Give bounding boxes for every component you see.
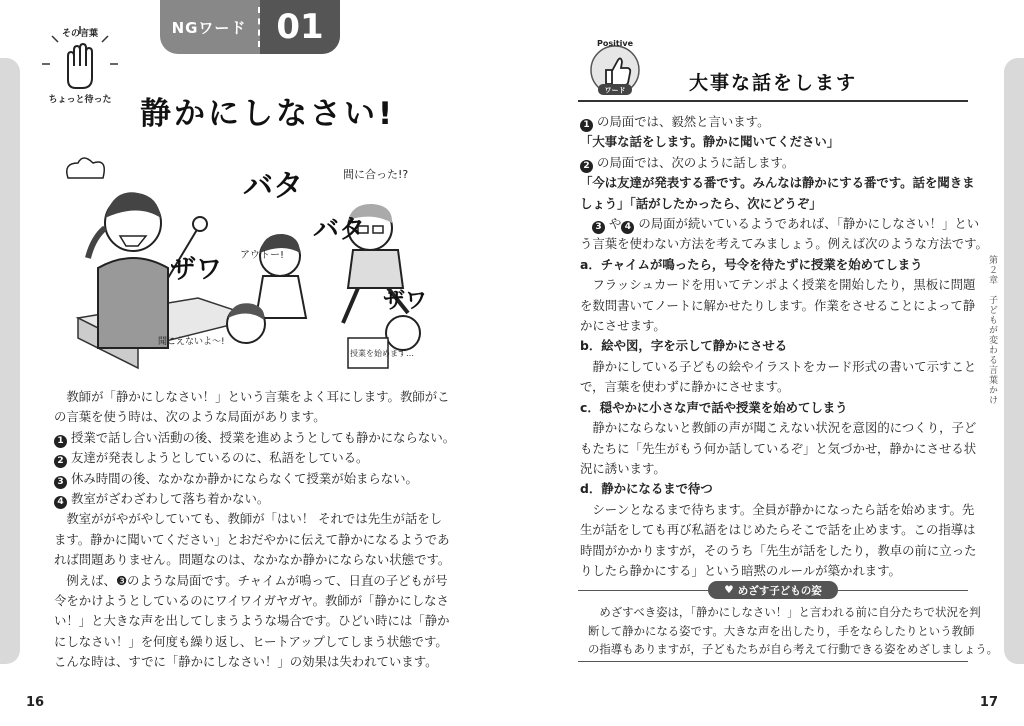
number-marker-3: 3 (54, 476, 67, 489)
number-marker-4: 4 (621, 221, 634, 234)
method-heading-a: a．チャイムが鳴ったら，号令を待たずに授業を始めてしまう (580, 256, 923, 272)
right-page-edge-tab (1004, 58, 1024, 664)
body-line: い！」と大きな声を出してしまうような場合です。ひどい時には「静か (54, 613, 450, 629)
body-line: 時間がかかりますが，そのうち「先生が話をしたり，教卓の前に立った (580, 542, 977, 558)
classroom-illustration (58, 148, 430, 372)
sfx-bata-2: バタ (313, 215, 366, 245)
body-line: 例えば、❸のような局面です。チャイムが鳴って、日直の子どもが号 (54, 572, 448, 588)
body-line: ます。静かに聞いてください」とおだやかに伝えて静かになるようであ (54, 531, 450, 547)
body-line: 1 の局面では、毅然と言います。 (580, 112, 980, 132)
body-line: にしなさい！」を何度も繰り返し、ヒートアップしてしまう状態です。 (54, 633, 448, 649)
method-heading-c: c．穏やかに小さな声で話や授業を始めてしまう (580, 399, 848, 415)
speech-out: アウトー! (240, 250, 285, 261)
body-line: フラッシュカードを用いてテンポよく授業を開始したり，黒板に問題 (580, 277, 976, 293)
case-item-1: 1 授業で話し合い活動の後、授業を進めようとしても静かにならない。 (54, 428, 446, 448)
body-line: 令をかけようとしているのにワイワイガヤガヤ。教師が「静かにしなさ (54, 593, 449, 609)
goal-label-text: めざす子どもの姿 (737, 584, 822, 597)
body-line: う言葉を使わない方法を考えてみましょう。例えば次のような方法です。 (580, 236, 988, 252)
ng-word-title: 静かにしなさい! (140, 96, 396, 132)
body-line: もたちに「先生がもう何か話しているぞ」と気づかせ，静かにさせる状 (580, 440, 977, 456)
method-heading-d: d．静かになるまで待つ (580, 481, 713, 497)
wait-hand-badge-icon (38, 22, 122, 106)
body-line: かにさせます。 (580, 318, 666, 334)
ng-word-header (160, 0, 340, 54)
badge-bottom-text: ちょっと待った (48, 95, 112, 105)
number-marker-2: 2 (580, 160, 593, 173)
body-line: 静かにしている子どもの絵やイラストをカード形式の書いて示すこと (580, 358, 977, 374)
method-heading-b: b．絵や図，字を示して静かにさせる (580, 338, 788, 354)
number-marker-2: 2 (54, 455, 67, 468)
heart-icon: ♥ (724, 584, 734, 596)
example-phrase: 「今は友達が発表する番です。みんなは静かにする番です。話を聞きま (580, 175, 975, 191)
body-line: 生が話をしても再び私語をはじめたらそこで話を止めます。この指導は (580, 522, 976, 538)
example-phrase: しょう」「話がしたかったら、次にどうぞ」 (580, 195, 822, 211)
goal-box (578, 584, 999, 662)
body-line: シーンとなるまで待ちます。全員が静かになったら話を始めます。先 (580, 501, 975, 517)
goal-text (588, 603, 999, 659)
body-line: りしたら静かにする」という暗黙のルールが築かれます。 (580, 562, 901, 578)
page-number-left: 16 (26, 695, 45, 710)
badge-top-text: その言葉 (61, 29, 99, 39)
positive-badge-top: Positive (596, 39, 634, 48)
body-line: を数問書いてノートに解かせたりします。作業をさせることによって静 (580, 297, 976, 313)
chapter-side-label: 第２章 子どもが変わる言葉かけ (987, 255, 997, 405)
body-line: こんな時は、すでに「静かにしなさい！」の効果は失われています。 (54, 654, 438, 670)
number-marker-4: 4 (54, 496, 67, 509)
example-phrase: 「大事な話をします。静かに聞いてください」 (580, 134, 840, 150)
page-number-right: 17 (979, 695, 998, 710)
number-marker-1: 1 (54, 435, 67, 448)
goal-label (708, 581, 838, 599)
positive-thumbs-up-badge-icon (586, 38, 644, 96)
sfx-zawa-2: ザワ (383, 289, 428, 314)
body-line: 教室ががやがやしていても、教師が「はい！ それでは先生が話をし (54, 511, 443, 527)
goal-line: 断して静かになる姿です。大きな声を出したり，手をならしたりという教師 (588, 623, 975, 638)
case-item-3: 3 休み時間の後、なかなか静かにならなくて授業が始まらない。 (54, 469, 446, 489)
body-line: れば問題ありません。問題なのは、なかなか静かにならない状態です。 (54, 552, 451, 568)
body-line: 3 や 4 の局面が続いているようであれば、「静かにしなさい！」とい (580, 214, 980, 234)
ng-word-label: NGワード (171, 18, 247, 37)
speech-start-class: 授業を始めます… (350, 349, 414, 358)
number-marker-3: 3 (592, 221, 605, 234)
number-marker-1: 1 (580, 119, 593, 132)
case-item-4: 4 教室がざわざわして落ち着かない。 (54, 489, 446, 509)
body-line: 2 の局面では、次のように話します。 (580, 153, 980, 173)
speech-cant-hear: 聞こえないよ〜! (158, 337, 225, 347)
speech-made-it: 間に合った!? (343, 168, 409, 181)
case-item-2: 2 友達が発表しようとしているのに、私語をしている。 (54, 448, 446, 468)
sfx-bata-1: バタ (243, 169, 303, 204)
body-line: 教師が「静かにしなさい！」という言葉をよく耳にします。教師がこ (54, 389, 450, 404)
body-line: の言葉を使う時は、次のような局面があります。 (54, 409, 326, 425)
body-line: 況に誘います。 (580, 460, 666, 476)
left-body-text (54, 387, 456, 673)
left-page-edge-tab (0, 58, 20, 664)
positive-word-title: 大事な話をします (688, 72, 857, 94)
positive-badge-bottom: ワード (604, 86, 626, 95)
goal-line: めざすべき姿は，「静かにしなさい！」と言われる前に自分たちで状況を判 (588, 605, 981, 619)
right-body-text (580, 112, 988, 581)
goal-line: の指導もありますが，子どもたちが自ら考えて行動できる姿をめざしましょう。 (588, 642, 999, 656)
body-line: 静かにならないと教師の声が聞こえない状況を意図的につくり，子ど (580, 420, 977, 436)
ng-word-number: 01 (260, 0, 340, 54)
body-line: で，言葉を使わずに静かにさせます。 (580, 379, 790, 395)
sfx-zawa-1: ザワ (170, 255, 223, 285)
